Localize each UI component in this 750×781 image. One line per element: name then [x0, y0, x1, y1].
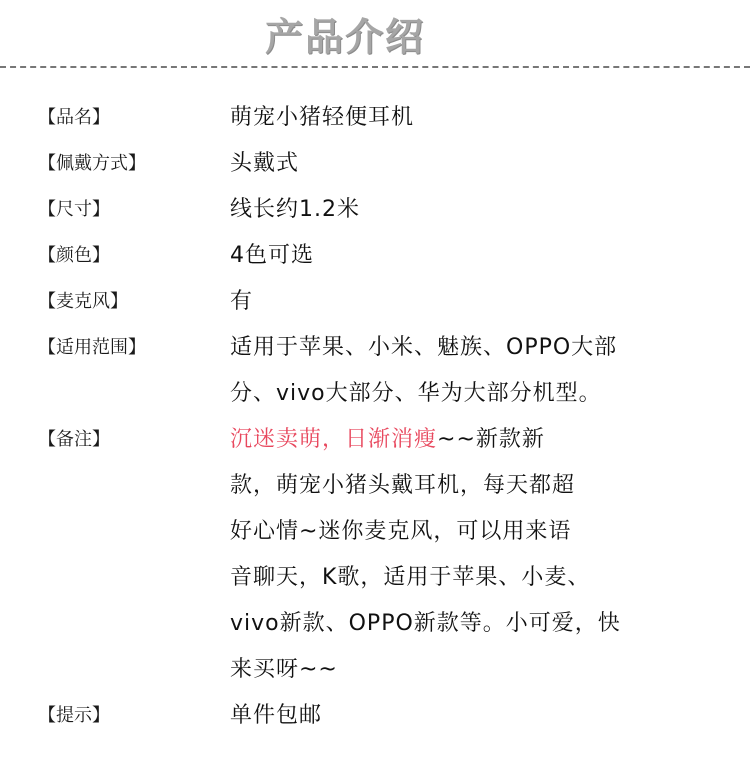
spec-value-line — [230, 417, 720, 463]
page-title: 产品介绍 — [264, 15, 425, 59]
spec-list — [0, 95, 750, 739]
spec-value-line: 音聊天，K歌，适用于苹果、小麦、 — [230, 565, 591, 590]
spec-row-tip — [0, 693, 750, 739]
spec-value — [230, 325, 720, 417]
spec-row-notes — [0, 417, 750, 693]
spec-value-line: 萌宠小猪轻便耳机 — [230, 105, 415, 130]
spec-label: 【品名】 — [38, 107, 110, 128]
dashed-divider — [0, 66, 750, 68]
spec-row-wearing-style — [0, 141, 750, 187]
spec-label: 【佩戴方式】 — [38, 153, 146, 174]
spec-row-product-name — [0, 95, 750, 141]
spec-value — [230, 187, 720, 233]
spec-value-line: 有 — [230, 289, 254, 314]
spec-label: 【麦克风】 — [38, 291, 128, 312]
spec-value — [230, 141, 720, 187]
spec-value-line: 分、vivo大部分、华为大部分机型。 — [230, 381, 602, 406]
spec-value-line: 线长约1.2米 — [230, 197, 360, 222]
spec-label: 【备注】 — [38, 429, 110, 450]
spec-value-line: 4色可选 — [230, 243, 314, 268]
spec-label: 【适用范围】 — [38, 337, 146, 358]
highlight-text: 沉迷卖萌，日渐消瘦 — [230, 427, 438, 452]
spec-label: 【提示】 — [38, 705, 110, 726]
spec-row-compatibility — [0, 325, 750, 417]
spec-value-line: 好心情~迷你麦克风，可以用来语 — [230, 519, 572, 544]
spec-value — [230, 233, 720, 279]
spec-value — [230, 693, 720, 739]
spec-value — [230, 279, 720, 325]
note-text: ~~新款新 — [437, 427, 545, 452]
spec-value-line: 适用于苹果、小米、魅族、OPPO大部 — [230, 335, 618, 360]
spec-value-line: 头戴式 — [230, 151, 300, 176]
spec-row-size — [0, 187, 750, 233]
spec-value-line: 款，萌宠小猪头戴耳机，每天都超 — [230, 473, 576, 498]
spec-value-line: vivo新款、OPPO新款等。小可爱，快 — [230, 611, 621, 636]
spec-value — [230, 95, 720, 141]
spec-row-color — [0, 233, 750, 279]
spec-label: 【颜色】 — [38, 245, 110, 266]
spec-value-line: 单件包邮 — [230, 703, 323, 728]
spec-row-microphone — [0, 279, 750, 325]
spec-value — [230, 417, 720, 693]
spec-value-line: 来买呀~~ — [230, 657, 338, 682]
spec-label: 【尺寸】 — [38, 199, 110, 220]
